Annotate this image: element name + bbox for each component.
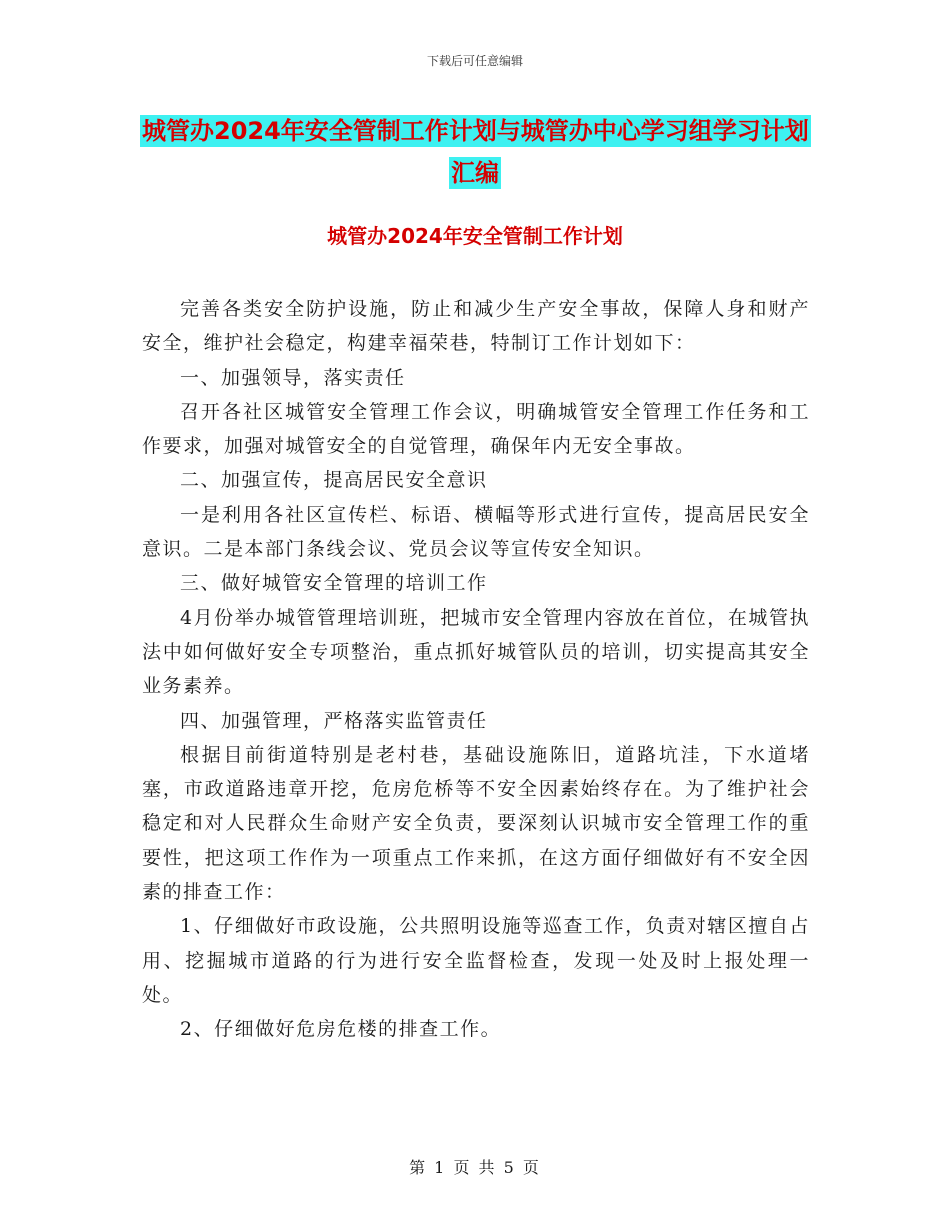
paragraph-intro: 完善各类安全防护设施，防止和减少生产安全事故，保障人身和财产安全，维护社会稳定，构建幸福荣巷，特制订工作计划如下： (142, 298, 810, 355)
paragraph-leadership: 召开各社区城管安全管理工作会议，明确城管安全管理工作任务和工作要求，加强对城管安全的自觉管理，确保年内无安全事故。 (142, 400, 810, 458)
heading-training: 三、做好城管安全管理的培训工作 (180, 572, 488, 595)
header-note: 下载后可任意编辑 (426, 54, 523, 68)
body-text (142, 292, 810, 1047)
section-title: 城管办2024年安全管制工作计划 (327, 224, 623, 248)
page-footer: 第 1 页 共 5 页 (409, 1158, 541, 1177)
heading-management: 四、加强管理，严格落实监管责任 (180, 709, 488, 732)
list-item-2: 2、仔细做好危房危楼的排查工作。 (180, 1018, 502, 1041)
paragraph-publicity: 一是利用各社区宣传栏、标语、横幅等形式进行宣传，提高居民安全意识。二是本部门条线会议、党员会议等宣传安全知识。 (142, 503, 810, 561)
paragraph-management: 根据目前街道特别是老村巷，基础设施陈旧，道路坑洼，下水道堵塞，市政道路违章开挖，危房危桥等不安全因素始终存在。为了维护社会稳定和对人民群众生命财产安全负责，要深刻认识城市安全管理工作的重要性，把这项工作作为一项重点工作来抓，在这方面仔细做好有不安全因素的排查工作： (142, 743, 810, 904)
document-title (140, 110, 810, 194)
heading-leadership: 一、加强领导，落实责任 (180, 366, 406, 389)
document-title-text: 城管办2024年安全管制工作计划与城管办中心学习组学习计划汇编 (142, 117, 809, 187)
paragraph-training: 4月份举办城管管理培训班，把城市安全管理内容放在首位，在城管执法中如何做好安全专项整治，重点抓好城管队员的培训，切实提高其安全业务素养。 (142, 606, 810, 698)
list-item-1: 1、仔细做好市政设施，公共照明设施等巡查工作，负责对辖区擅自占用、挖掘城市道路的行为进行安全监督检查，发现一处及时上报处理一处。 (142, 915, 810, 1006)
heading-publicity: 二、加强宣传，提高居民安全意识 (180, 469, 488, 492)
